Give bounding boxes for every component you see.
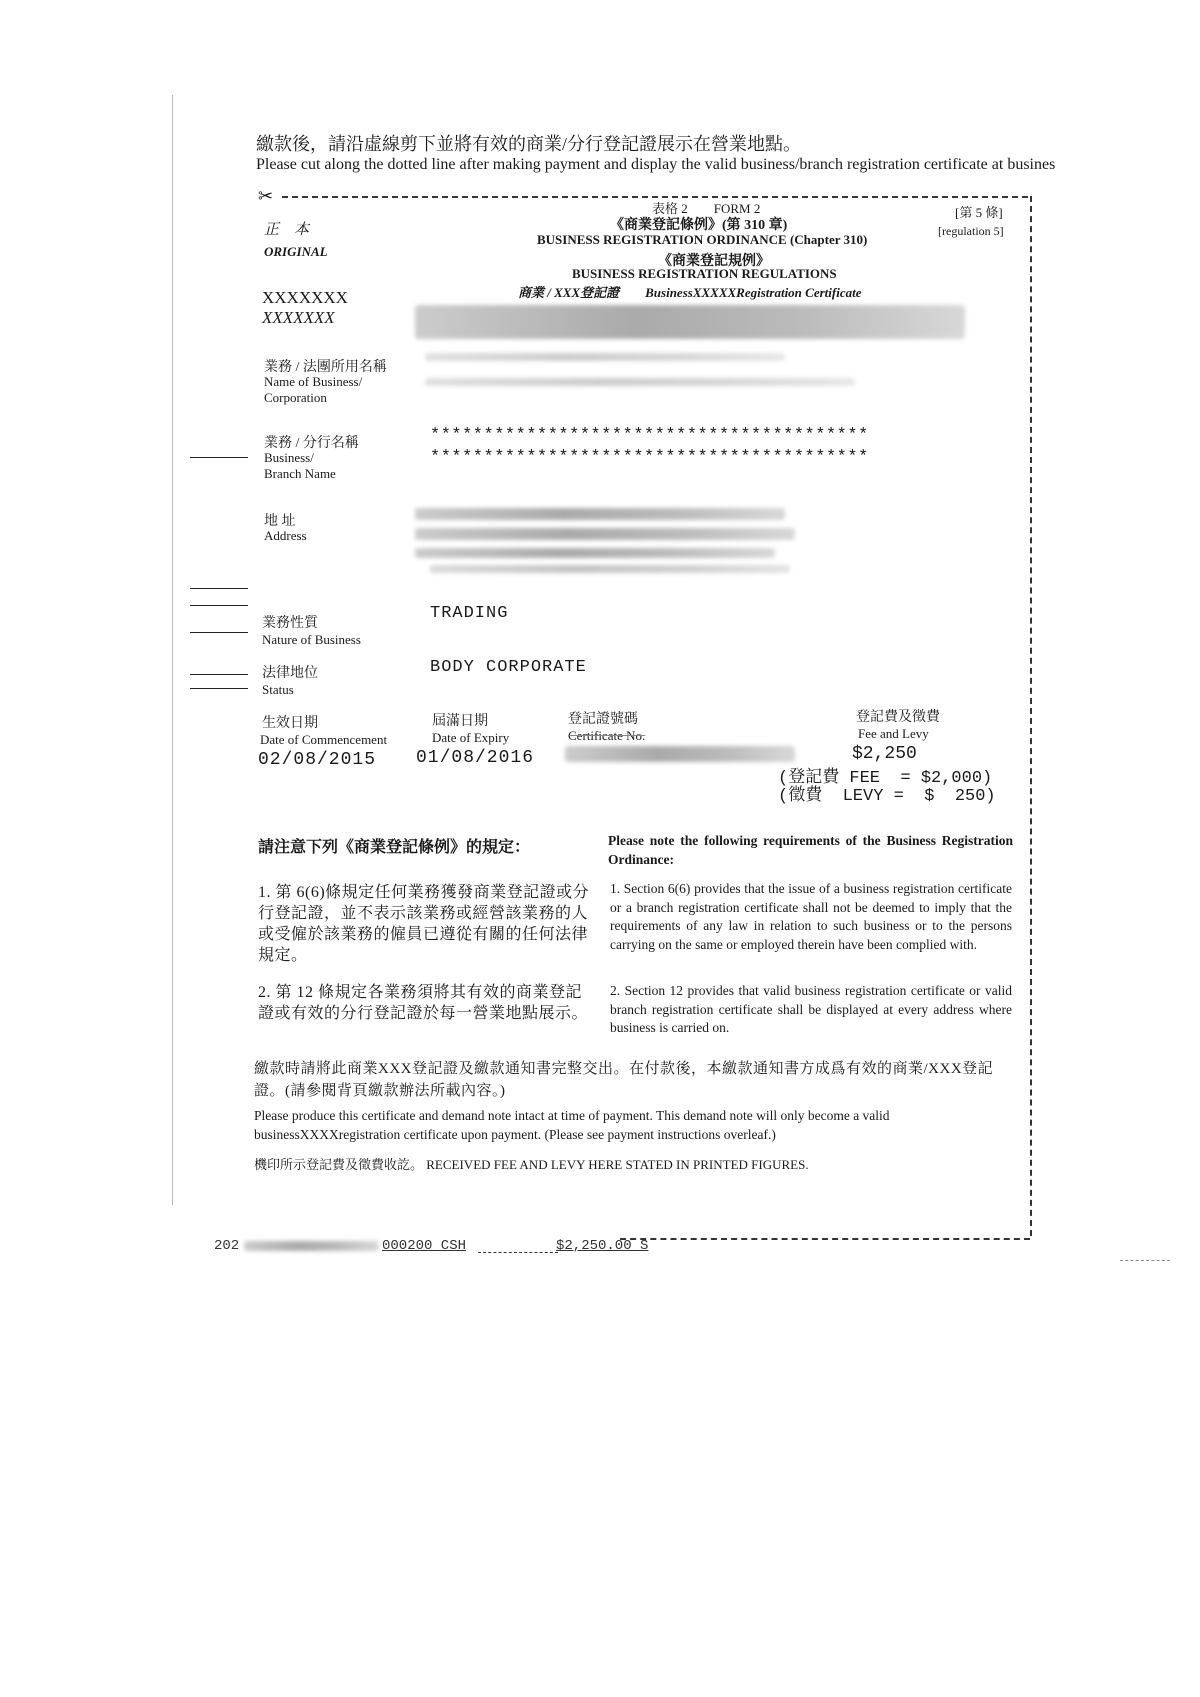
note-1-zh: 1. 第 6(6)條規定任何業務獲發商業登記證或分行登記證，並不表示該業務或經營該業務的人或受僱於該業務的僱員已遵從有關的任何法律規定。 xyxy=(258,884,590,964)
margin-rule-4 xyxy=(190,632,248,633)
cert-no-label-zh: 登記證號碼 xyxy=(568,712,638,727)
branch-label-en-1: Business/ xyxy=(264,450,314,465)
cut-line-bottom xyxy=(620,1238,1030,1240)
address-label-zh: 地 址 xyxy=(264,514,296,529)
note-2-en: 2. Section 12 provides that valid business registration certificate or valid branch registration certificate shall be displayed at every address where business is carried on. xyxy=(610,983,1012,1035)
crossed-out-mark-2: XXXXXXX xyxy=(262,308,335,327)
receipt-code: 000200 CSH xyxy=(382,1238,467,1254)
nature-label-zh: 業務性質 xyxy=(262,616,318,631)
commencement-label-en: Date of Commencement xyxy=(260,732,388,747)
regulations-zh: 《商業登記規例》 xyxy=(658,254,770,269)
branch-name-value-2: ***************************************** xyxy=(430,448,869,467)
receipt-prefix: 202 xyxy=(214,1238,240,1254)
name-label-en-1: Name of Business/ xyxy=(264,374,363,389)
scan-speck xyxy=(1120,1260,1170,1261)
crossed-out-mark-1: XXXXXXX xyxy=(262,288,348,307)
fee-line: (登記費 FEE = $2,000) xyxy=(778,769,993,788)
ordinance-en: BUSINESS REGISTRATION ORDINANCE (Chapter 310) xyxy=(537,232,868,247)
receipt-amount: $2,250.00 S xyxy=(556,1238,649,1254)
nature-label-en: Nature of Business xyxy=(262,632,361,647)
redacted-registration-bar xyxy=(415,305,965,339)
form-number: 表格 2 FORM 2 xyxy=(652,201,761,216)
regulation-zh: [第 5 條] xyxy=(955,205,1003,220)
address-label-en: Address xyxy=(264,528,307,543)
fee-total: $2,250 xyxy=(852,744,917,764)
redacted-address-1 xyxy=(415,508,785,520)
original-zh: 正 本 xyxy=(264,222,310,238)
instruction-en: Please cut along the dotted line after making payment and display the valid business/branch registration certificate at busines xyxy=(256,156,1056,173)
status-label-zh: 法律地位 xyxy=(262,666,318,681)
produce-instruction-en: Please produce this certificate and demand note intact at time of payment. This demand note will only become a valid businessXXXXregistration certificate upon payment. (Please see payment instructions overleaf.) xyxy=(254,1108,890,1142)
regulations-en: BUSINESS REGISTRATION REGULATIONS xyxy=(572,266,837,281)
expiry-label-zh: 屆滿日期 xyxy=(432,714,488,729)
receipt-dash-1 xyxy=(478,1252,558,1253)
redacted-address-4 xyxy=(430,565,790,573)
redacted-address-2 xyxy=(415,528,795,540)
margin-rule-2 xyxy=(190,588,248,589)
levy-line: (徵費 LEVY = $ 250) xyxy=(778,787,996,806)
redacted-cert-no xyxy=(565,746,795,762)
expiry-label-en: Date of Expiry xyxy=(432,730,510,745)
notes-heading-zh: 請注意下列《商業登記條例》的規定： xyxy=(258,839,531,856)
status-label-en: Status xyxy=(262,682,294,697)
margin-rule-1 xyxy=(190,457,248,458)
note-1-en: 1. Section 6(6) provides that the issue of a business registration certificate or a branch registration certificate shall not be deemed to imply that the requirements of any law in relation to such business or to the persons carrying on the same or employed therein have been complied with. xyxy=(610,881,1012,952)
status-value: BODY CORPORATE xyxy=(430,658,587,677)
fee-label-zh: 登記費及徵費 xyxy=(856,710,940,725)
binding-line xyxy=(172,95,173,1205)
ordinance-zh: 《商業登記條例》(第 310 章) xyxy=(610,218,788,233)
produce-instruction-zh: 繳款時請將此商業XXX登記證及繳款通知書完整交出。在付款後，本繳款通知書方成爲有效的商業/XXX登記證。(請參閱背頁繳款辦法所載內容。) xyxy=(254,1061,994,1099)
branch-label-zh: 業務 / 分行名稱 xyxy=(264,436,359,451)
name-label-zh: 業務 / 法團所用名稱 xyxy=(264,360,387,375)
commencement-label-zh: 生效日期 xyxy=(262,716,318,731)
certificate-title: 商業 / XXX登記證 BusinessXXXXXRegistration Certificate xyxy=(518,285,862,300)
scissors-icon: ✂ xyxy=(258,186,274,206)
instruction-zh: 繳款後，請沿虛線剪下並將有效的商業/分行登記證展示在營業地點。 xyxy=(256,134,801,154)
redacted-address-3 xyxy=(415,548,775,558)
note-2-zh: 2. 第 12 條規定各業務須將其有效的商業登記證或有效的分行登記證於每一營業地點展示。 xyxy=(258,984,589,1022)
branch-label-en-2: Branch Name xyxy=(264,466,336,481)
commencement-value: 02/08/2015 xyxy=(258,750,377,770)
branch-name-value-1: ***************************************** xyxy=(430,426,869,445)
expiry-value: 01/08/2016 xyxy=(416,748,535,768)
regulation-en: [regulation 5] xyxy=(938,224,1004,238)
cert-no-label-en: Certificate No. xyxy=(568,728,646,743)
redacted-business-name-2 xyxy=(425,378,855,386)
margin-rule-6 xyxy=(190,688,248,689)
notes-heading-en: Please note the following requirements of the Business Registration Ordinance: xyxy=(608,833,1013,867)
original-en: ORIGINAL xyxy=(264,244,328,259)
fee-label-en: Fee and Levy xyxy=(858,726,929,741)
cut-line-right xyxy=(1030,196,1032,1236)
margin-rule-3 xyxy=(190,605,248,606)
nature-value: TRADING xyxy=(430,604,509,623)
redacted-business-name-1 xyxy=(425,353,785,361)
margin-rule-5 xyxy=(190,674,248,675)
received-statement: 機印所示登記費及徵費收訖。 RECEIVED FEE AND LEVY HERE STATED IN PRINTED FIGURES. xyxy=(254,1157,809,1172)
redacted-receipt-number xyxy=(244,1241,379,1251)
name-label-en-2: Corporation xyxy=(264,390,327,405)
